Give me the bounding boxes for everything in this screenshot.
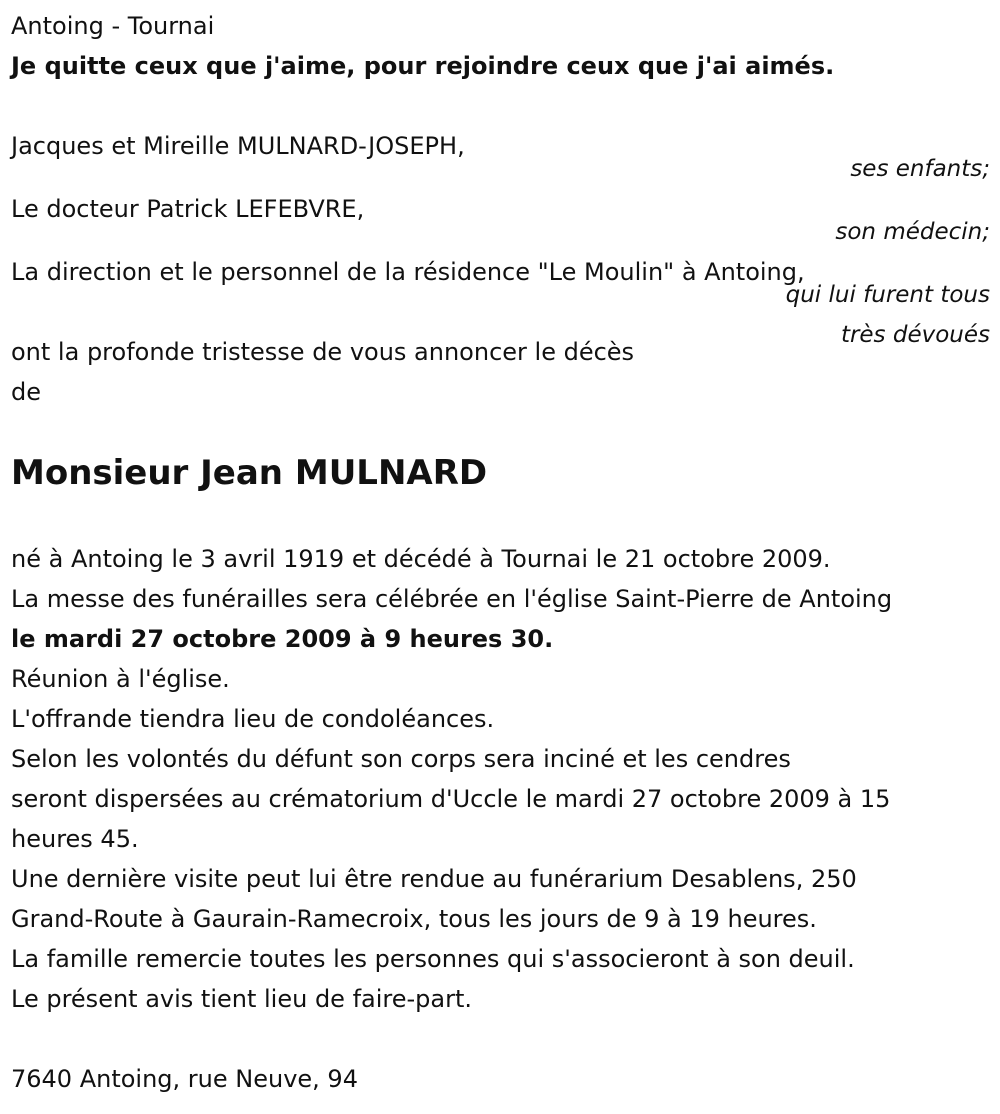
- visit-line1: Une dernière visite peut lui être rendue au funérarium Desablens, 250: [11, 865, 857, 893]
- residence-role-line2: très dévoués: [840, 322, 990, 348]
- notice-line: Le présent avis tient lieu de faire-part.: [11, 985, 473, 1013]
- birth-death-line: né à Antoing le 3 avril 1919 et décédé à Tournai le 21 octobre 2009.: [11, 545, 831, 573]
- cremation-line3: heures 45.: [11, 825, 139, 853]
- address: 7640 Antoing, rue Neuve, 94: [11, 1065, 358, 1093]
- cremation-line2: seront dispersées au crématorium d'Uccle le mardi 27 octobre 2009 à 15: [11, 785, 891, 813]
- mass-date-line: le mardi 27 octobre 2009 à 9 heures 30.: [11, 625, 554, 653]
- meeting-line: Réunion à l'église.: [11, 665, 230, 693]
- children-role: ses enfants;: [850, 156, 990, 182]
- doctor-role: son médecin;: [835, 219, 990, 245]
- visit-line2: Grand-Route à Gaurain-Ramecroix, tous les jours de 9 à 19 heures.: [11, 905, 817, 933]
- cremation-line1: Selon les volontés du défunt son corps sera inciné et les cendres: [11, 745, 791, 773]
- announcement-line1: ont la profonde tristesse de vous annoncer le décès: [11, 338, 635, 366]
- thanks-line: La famille remercie toutes les personnes qui s'associeront à son deuil.: [11, 945, 855, 973]
- doctor-name: Le docteur Patrick LEFEBVRE,: [11, 195, 365, 223]
- quote: Je quitte ceux que j'aime, pour rejoindre ceux que j'ai aimés.: [11, 52, 835, 80]
- residence-role-line1: qui lui furent tous: [785, 282, 990, 308]
- location-header: Antoing - Tournai: [11, 12, 215, 40]
- announcement-line2: de: [11, 378, 41, 406]
- deceased-name: Monsieur Jean MULNARD: [11, 453, 488, 493]
- mass-line: La messe des funérailles sera célébrée en l'église Saint-Pierre de Antoing: [11, 585, 893, 613]
- residence-staff: La direction et le personnel de la résidence "Le Moulin" à Antoing,: [11, 258, 805, 286]
- offering-line: L'offrande tiendra lieu de condoléances.: [11, 705, 495, 733]
- children-names: Jacques et Mireille MULNARD-JOSEPH,: [11, 132, 465, 160]
